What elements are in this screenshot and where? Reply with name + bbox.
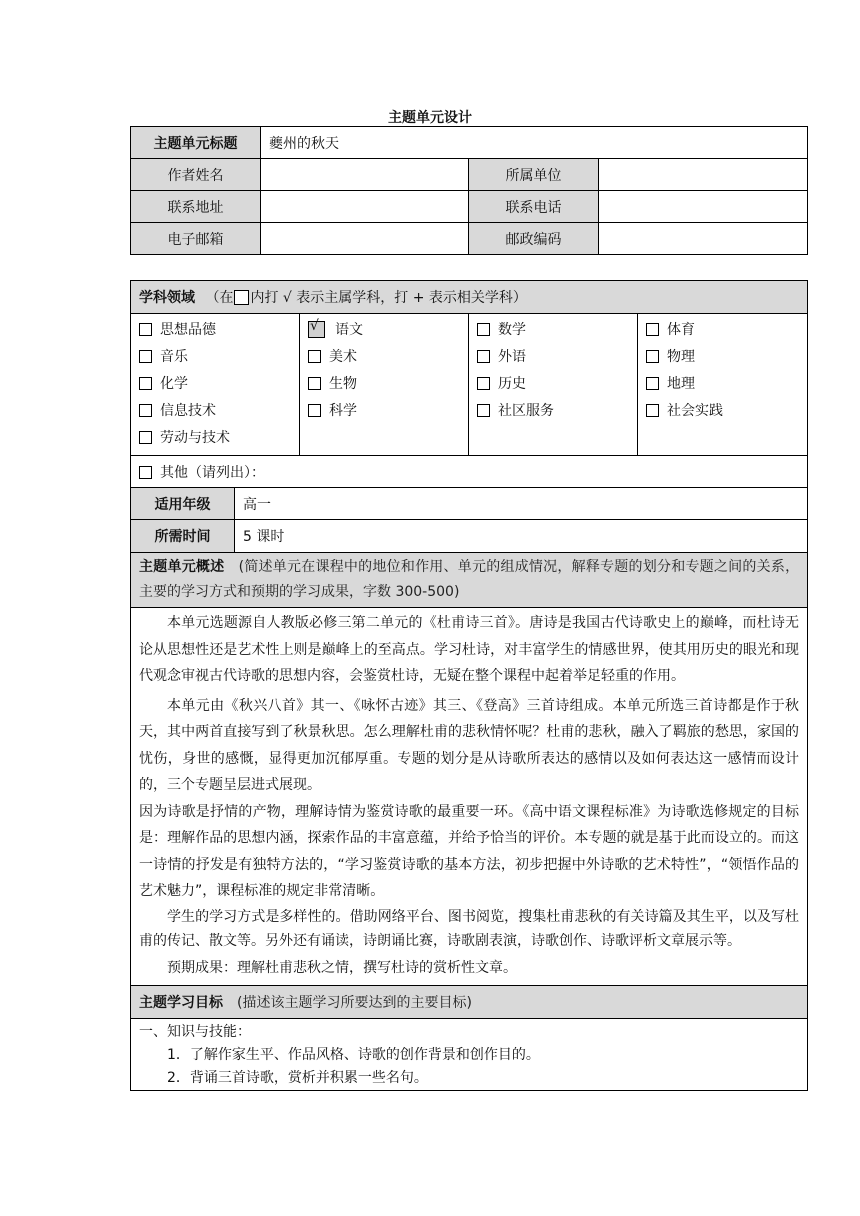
unit-design-table bbox=[130, 280, 808, 1091]
theme-title-label: 主题单元标题 bbox=[131, 127, 261, 159]
checkbox-icon[interactable] bbox=[139, 350, 152, 363]
overview-paragraph-2: 本单元由《秋兴八首》其一、《咏怀古迹》其三、《登高》三首诗组成。本单元所选三首诗都是作于秋天，其中两首直接写到了秋景秋思。怎么理解杜甫的悲秋情怀呢？杜甫的悲秋，融入了羁旅的愁思，家国的忧伤，身世的感慨，显得更加沉郁厚重。专题的划分是从诗歌所表达的感情以及如何表达这一感情而设计的，三个专题呈层进式展现。 bbox=[139, 697, 800, 793]
affiliation-field[interactable] bbox=[599, 159, 808, 191]
checkbox-icon[interactable] bbox=[646, 323, 659, 336]
checkbox-icon bbox=[234, 290, 249, 305]
goals-line-knowledge: 一、知识与技能： bbox=[139, 1023, 251, 1040]
email-field[interactable] bbox=[261, 223, 469, 255]
subject-checkbox-art[interactable] bbox=[308, 347, 460, 374]
checked-checkbox-icon[interactable] bbox=[308, 321, 325, 338]
other-subjects-row bbox=[131, 456, 808, 488]
goals-body[interactable] bbox=[131, 1018, 808, 1090]
subject-checkbox-labor[interactable] bbox=[139, 428, 291, 455]
subject-label: 历史 bbox=[498, 376, 526, 392]
overview-label: 主题单元概述 bbox=[139, 559, 225, 575]
goals-description: (描述该主题学习所要达到的主要目标) bbox=[237, 994, 472, 1011]
checkbox-icon[interactable] bbox=[139, 323, 152, 336]
overview-paragraph-3: 因为诗歌是抒情的产物，理解诗情为鉴赏诗歌的最重要一环。《高中语文课程标准》为诗歌选修规定的目标是：理解作品的思想内涵，探索作品的丰富意蕴，并给予恰当的评价。本专题的就是基于此而设立的。而这一诗情的抒发是有独特方法的，“学习鉴赏诗歌的基本方法，初步把握中外诗歌的艺术特性”，“领悟作品的艺术魅力”，课程标准的规定非常清晰。 bbox=[139, 803, 800, 899]
checkbox-icon[interactable] bbox=[308, 404, 321, 417]
subject-label: 社会实践 bbox=[667, 403, 723, 419]
subject-label: 化学 bbox=[160, 376, 188, 392]
overview-header bbox=[131, 553, 808, 608]
theme-title-value[interactable]: 夔州的秋天 bbox=[261, 127, 808, 159]
checkbox-icon[interactable] bbox=[646, 377, 659, 390]
goals-line-1: 1．了解作家生平、作品风格、诗歌的创作背景和创作目的。 bbox=[167, 1046, 540, 1063]
checkbox-icon[interactable] bbox=[646, 350, 659, 363]
overview-paragraph-5: 预期成果：理解杜甫悲秋之情，撰写杜诗的赏析性文章。 bbox=[167, 959, 517, 976]
overview-paragraph-1: 本单元选题源自人教版必修三第二单元的《杜甫诗三首》。唐诗是我国古代诗歌史上的巅峰，而杜诗无论从思想性还是艺术性上则是巅峰上的至高点。学习杜诗，对丰富学生的情感世界，使其用历史的眼光和现代观念审视古代诗歌的思想内容，会鉴赏杜诗，无疑在整个课程中起着举足轻重的作用。 bbox=[139, 615, 800, 684]
other-subjects-label: 其他（请列出）： bbox=[160, 464, 265, 481]
subject-column-1 bbox=[131, 314, 300, 456]
subject-label: 地理 bbox=[667, 376, 695, 392]
email-label: 电子邮箱 bbox=[131, 223, 261, 255]
checkbox-icon[interactable] bbox=[477, 404, 490, 417]
subject-area-label: 学科领域 bbox=[139, 290, 195, 306]
checkbox-icon[interactable] bbox=[139, 466, 152, 479]
subject-checkbox-foreign-language[interactable] bbox=[477, 347, 629, 374]
subject-area-header bbox=[131, 281, 808, 314]
subject-label: 思想品德 bbox=[160, 322, 216, 338]
subject-checkbox-physics[interactable] bbox=[646, 347, 799, 374]
subject-label: 科学 bbox=[329, 403, 357, 419]
time-value[interactable]: 5 课时 bbox=[235, 520, 808, 553]
subject-column-4 bbox=[638, 314, 808, 456]
checkbox-icon[interactable] bbox=[477, 377, 490, 390]
phone-label: 联系电话 bbox=[469, 191, 599, 223]
overview-paragraph-4: 学生的学习方式是多样性的。借助网络平台、图书阅览，搜集杜甫悲秋的有关诗篇及其生平，以及写杜甫的传记、散文等。另外还有诵读，诗朗诵比赛，诗歌剧表演，诗歌创作、诗歌评析文章展示等。 bbox=[139, 908, 800, 949]
checkbox-icon[interactable] bbox=[139, 431, 152, 444]
address-label: 联系地址 bbox=[131, 191, 261, 223]
checkbox-icon[interactable] bbox=[646, 404, 659, 417]
checkbox-icon[interactable] bbox=[477, 323, 490, 336]
goals-label: 主题学习目标 bbox=[139, 994, 223, 1011]
author-name-label: 作者姓名 bbox=[131, 159, 261, 191]
postcode-field[interactable] bbox=[599, 223, 808, 255]
grade-label: 适用年级 bbox=[131, 488, 235, 520]
subject-area-note-post: 内打 √ 表示主属学科，打 + 表示相关学科） bbox=[250, 290, 527, 306]
subject-label: 外语 bbox=[498, 349, 526, 365]
checkbox-icon[interactable] bbox=[477, 350, 490, 363]
author-name-field[interactable] bbox=[261, 159, 469, 191]
subject-checkbox-it[interactable] bbox=[139, 401, 291, 428]
subject-label: 美术 bbox=[329, 349, 357, 365]
subject-label: 语文 bbox=[335, 322, 363, 338]
time-label: 所需时间 bbox=[131, 520, 235, 553]
subject-label: 物理 bbox=[667, 349, 695, 365]
subject-column-3 bbox=[469, 314, 638, 456]
subject-checkbox-social-practice[interactable] bbox=[646, 401, 799, 428]
phone-field[interactable] bbox=[599, 191, 808, 223]
subject-checkbox-music[interactable] bbox=[139, 347, 291, 374]
postcode-label: 邮政编码 bbox=[469, 223, 599, 255]
affiliation-label: 所属单位 bbox=[469, 159, 599, 191]
checkbox-icon[interactable] bbox=[139, 404, 152, 417]
subject-label: 体育 bbox=[667, 322, 695, 338]
subject-checkbox-math[interactable] bbox=[477, 320, 629, 347]
subject-checkbox-pe[interactable] bbox=[646, 320, 799, 347]
checkbox-icon[interactable] bbox=[308, 350, 321, 363]
subject-checkbox-chinese[interactable] bbox=[308, 320, 460, 347]
subject-label: 社区服务 bbox=[498, 403, 554, 419]
checkbox-icon[interactable] bbox=[308, 377, 321, 390]
subject-checkbox-chemistry[interactable] bbox=[139, 374, 291, 401]
subject-checkbox-history[interactable] bbox=[477, 374, 629, 401]
subject-label: 劳动与技术 bbox=[160, 430, 230, 446]
subject-label: 信息技术 bbox=[160, 403, 216, 419]
checkbox-icon[interactable] bbox=[139, 377, 152, 390]
subject-checkbox-biology[interactable] bbox=[308, 374, 460, 401]
subject-label: 数学 bbox=[498, 322, 526, 338]
subject-checkbox-community-service[interactable] bbox=[477, 401, 629, 428]
goals-line-2: 2．背诵三首诗歌，赏析并积累一些名句。 bbox=[167, 1069, 428, 1086]
subject-column-2 bbox=[300, 314, 469, 456]
subject-label: 生物 bbox=[329, 376, 357, 392]
subject-checkbox-geography[interactable] bbox=[646, 374, 799, 401]
grade-value[interactable]: 高一 bbox=[235, 488, 808, 520]
header-info-table bbox=[130, 126, 808, 255]
overview-body[interactable] bbox=[131, 608, 808, 986]
document-title: 主题单元设计 bbox=[388, 110, 472, 126]
subject-area-note bbox=[205, 290, 526, 306]
subject-label: 音乐 bbox=[160, 349, 188, 365]
subject-checkbox-science[interactable] bbox=[308, 401, 460, 428]
goals-header bbox=[131, 985, 808, 1018]
subject-checkbox-ideology[interactable] bbox=[139, 320, 291, 347]
subject-area-note-pre: （在 bbox=[205, 290, 234, 306]
overview-description: (简述单元在课程中的地位和作用、单元的组成情况，解释专题的划分和专题之间的关系，主要的学习方式和预期的学习成果，字数 300-500) bbox=[139, 559, 800, 600]
address-field[interactable] bbox=[261, 191, 469, 223]
